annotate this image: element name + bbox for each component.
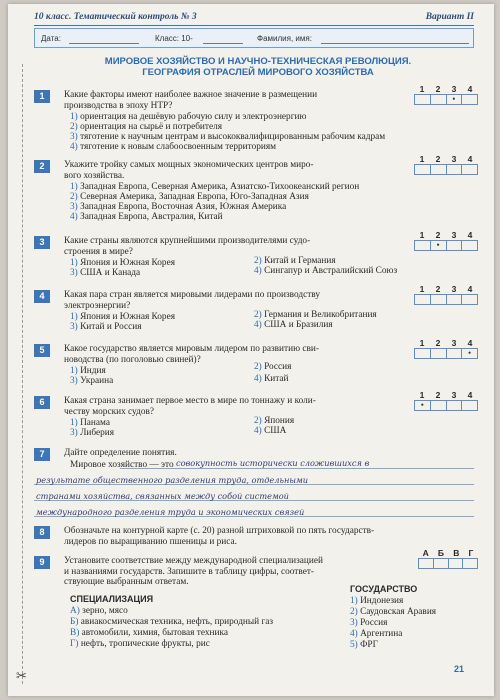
handwritten-answer: международного разделения труда и экономических связей	[36, 507, 305, 517]
date-label: Дата:	[41, 34, 61, 43]
option[interactable]: 4) США и Бразилия	[254, 320, 333, 330]
name-label: Фамилия, имя:	[257, 34, 312, 43]
spec-item: Б) авиакосмическая техника, нефть, природный газ	[70, 617, 274, 627]
header-variant: Вариант II	[425, 12, 474, 22]
cut-line	[22, 64, 23, 684]
option[interactable]: 3) США и Канада	[70, 268, 141, 278]
state-item: 4) Аргентина	[350, 629, 403, 639]
question-2	[34, 154, 478, 226]
title-line-2: ГЕОГРАФИЯ ОТРАСЛЕЙ МИРОВОГО ХОЗЯЙСТВА	[142, 67, 374, 78]
question-8	[34, 526, 478, 552]
option[interactable]: 3) Украина	[70, 376, 114, 386]
handwritten-answer: странами хозяйства, связанных между собой системой	[36, 491, 289, 501]
class-field[interactable]	[203, 43, 243, 44]
option[interactable]: 2) Япония	[254, 416, 295, 426]
question-number: 9	[34, 556, 50, 569]
state-item: 3) Россия	[350, 618, 388, 628]
term-label: Мировое хозяйство — это	[70, 460, 174, 470]
option[interactable]: 3) Западная Европа, Восточная Азия, Южная Америка	[70, 202, 287, 212]
option[interactable]: 3) тяготение к научным центрам и высококвалифицированным рабочим кадрам	[70, 132, 386, 142]
question-number: 4	[34, 290, 50, 303]
page-header	[34, 12, 474, 26]
answer-table[interactable]: А Б В Г	[418, 548, 478, 569]
option[interactable]: 2) Россия	[254, 362, 292, 372]
option[interactable]: 1) Западная Европа, Северная Америка, Азиатско-Тихоокеанский регион	[70, 182, 360, 192]
spec-item: Г) нефть, тропические фрукты, рис	[70, 639, 210, 649]
answer-grid[interactable]: 1 2 3 4	[414, 284, 478, 305]
question-number: 2	[34, 160, 50, 173]
option[interactable]: 2) Германия и Великобритания	[254, 310, 377, 320]
question-1	[34, 84, 478, 154]
spec-item: А) зерно, мясо	[70, 606, 128, 616]
specialization-heading: СПЕЦИАЛИЗАЦИЯ	[70, 594, 154, 604]
option[interactable]: 1) Индия	[70, 366, 106, 376]
scissors-icon: ✂	[16, 668, 27, 683]
option[interactable]: 4) Западная Европа, Австралия, Китай	[70, 212, 223, 222]
state-item: 2) Саудовская Аравия	[350, 607, 437, 617]
question-text: Какая страна занимает первое место в мире по тоннажу и коли- честву морских судов?	[64, 396, 316, 417]
header-left: 10 класс. Тематический контроль № 3	[34, 12, 197, 22]
option[interactable]: 3) Либерия	[70, 428, 114, 438]
question-number: 5	[34, 344, 50, 357]
option[interactable]: 1) ориентация на дешёвую рабочую силу и электроэнергию	[70, 112, 307, 122]
question-text: Укажите тройку самых мощных экономических центров миро- вого хозяйства.	[64, 160, 314, 181]
option[interactable]: 2) Китай и Германия	[254, 256, 336, 266]
option[interactable]: 4) Сингапур и Австралийский Союз	[254, 266, 398, 276]
question-text: Установите соответствие между международной специализацией и названиями государств. Запишите в таблицу цифры, соответ- ствующие выбранным ответам.	[64, 556, 323, 588]
class-label: Класс: 10-	[155, 34, 193, 43]
title-line-1: МИРОВОЕ ХОЗЯЙСТВО И НАУЧНО-ТЕХНИЧЕСКАЯ РЕВОЛЮЦИЯ.	[104, 56, 412, 67]
state-item: 1) Индонезия	[350, 596, 404, 606]
question-number: 3	[34, 236, 50, 249]
option[interactable]: 4) США	[254, 426, 287, 436]
option[interactable]: 1) Панама	[70, 418, 110, 428]
answer-grid[interactable]: 1 2 3 4 •	[414, 84, 478, 105]
answer-grid[interactable]: 1 2 3 4 •	[414, 230, 478, 251]
question-text: Какие факторы имеют наиболее важное значение в размещении производства в эпоху НТР?	[64, 90, 318, 111]
question-number: 8	[34, 526, 50, 539]
question-5	[34, 338, 478, 388]
worksheet-title	[48, 56, 468, 78]
question-text: Какая пара стран является мировыми лидерами по производству электроэнергии?	[64, 290, 320, 311]
worksheet-page	[8, 4, 494, 696]
name-field[interactable]	[321, 43, 469, 44]
spec-item: В) автомобили, химия, бытовая техника	[70, 628, 228, 638]
question-text: Дайте определение понятия.	[64, 448, 177, 458]
question-3	[34, 230, 478, 280]
answer-grid[interactable]: 1 2 3 4 •	[414, 390, 478, 411]
question-text: Обозначьте на контурной карте (с. 20) разной штриховкой по пять государств- лидеров по выращиванию пшеницы и риса.	[64, 526, 375, 547]
student-info-box	[34, 28, 474, 48]
option[interactable]: 2) Северная Америка, Западная Европа, Юго-Западная Азия	[70, 192, 309, 202]
option[interactable]: 3) Китай и Россия	[70, 322, 142, 332]
question-4	[34, 284, 478, 334]
state-item: 5) ФРГ	[350, 640, 378, 650]
question-number: 7	[34, 448, 50, 461]
handwritten-answer: результате общественного разделения труда, отдельными	[36, 475, 309, 485]
option[interactable]: 1) Япония и Южная Корея	[70, 312, 175, 322]
answer-grid[interactable]: 1 2 3 4	[414, 154, 478, 175]
question-text: Какие страны являются крупнейшими производителями судо- строения в мире?	[64, 236, 311, 257]
date-field[interactable]	[69, 43, 139, 44]
option[interactable]: 2) ориентация на сырьё и потребителя	[70, 122, 223, 132]
question-number: 6	[34, 396, 50, 409]
question-number: 1	[34, 90, 50, 103]
state-heading: ГОСУДАРСТВО	[350, 584, 418, 594]
option[interactable]: 4) Китай	[254, 374, 289, 384]
question-6	[34, 390, 478, 440]
question-text: Какое государство является мировым лидером по развитию сви- новодства (по поголовью свиней)?	[64, 344, 319, 365]
option[interactable]: 4) тяготение к новым слабоосвоенным территориям	[70, 142, 277, 152]
handwritten-answer: совокупность исторически сложившихся в	[176, 458, 370, 468]
option[interactable]: 1) Япония и Южная Корея	[70, 258, 175, 268]
answer-grid[interactable]: 1 2 3 4 •	[414, 338, 478, 359]
page-number: 21	[453, 664, 464, 674]
